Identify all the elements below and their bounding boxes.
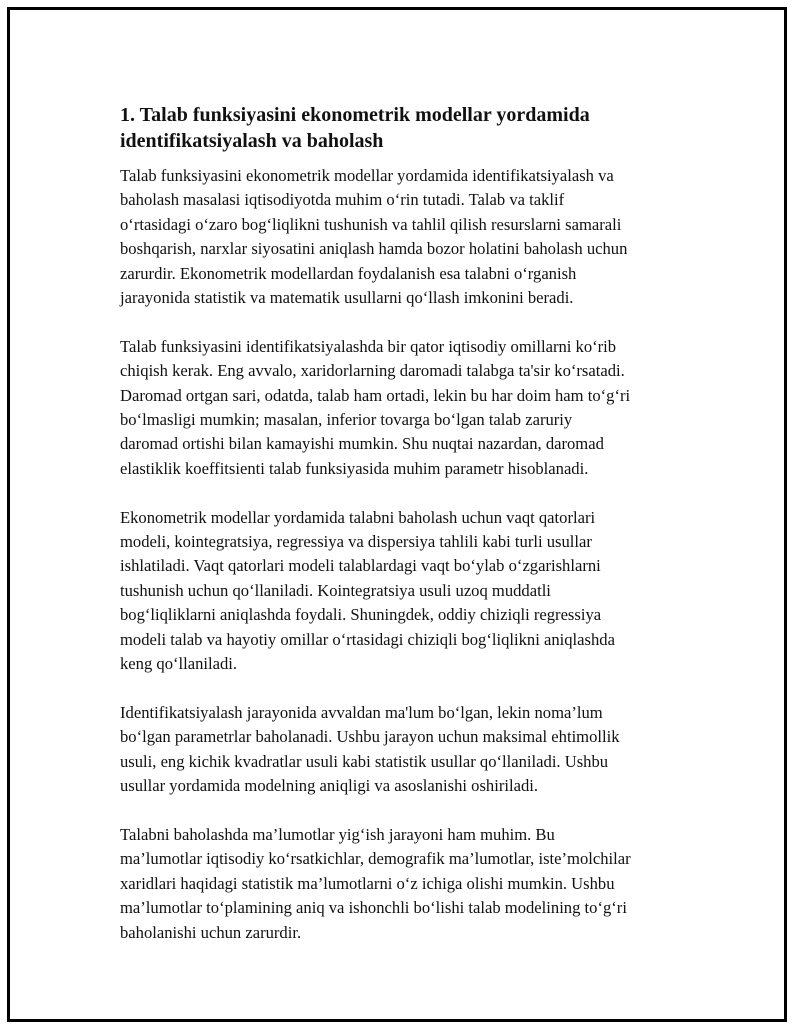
paragraph-2: Talab funksiyasini identifikatsiyalashda bir qator iqtisodiy omillarni ko‘rib chiqish kerak. Eng avvalo, xaridorlarning daromadi talabga ta'sir ko‘rsatadi. Daromad ortgan sari, odatda, talab ham ortadi, lekin bu har doim ham to‘g‘ri bo‘lmasligi mumkin; masalan, inferior tovarga bo‘lgan talab zaruriy daromad ortishi bilan kamayishi mumkin. Shu nuqtai nazardan, daromad elastiklik koeffitsienti talab funksiyasida muhim parametr hisoblanadi. [120,336,631,478]
section-heading: 1. Talab funksiyasini ekonometrik modellar yordamida identifikatsiyalash va baholash [120,104,590,152]
paragraph-3: Ekonometrik modellar yordamida talabni baholash uchun vaqt qatorlari modeli, kointegratsiya, regressiya va dispersiya tahlili kabi turli usullar ishlatiladi. Vaqt qatorlari modeli talablardagi vaqt bo‘ylab o‘zgarishlarni tushunish uchun qo‘llaniladi. Kointegratsiya usuli uzoq muddatli bog‘liqliklarni aniqlashda foydali. Shuningdek, oddiy chiziqli regressiya modeli talab va hayotiy omillar o‘rtasidagi chiziqli bog‘liqlikni aniqlashda keng qo‘llaniladi. [120,507,615,674]
page-frame [7,7,787,1022]
paragraph-1: Talab funksiyasini ekonometrik modellar yordamida identifikatsiyalash va baholash masalasi iqtisodiyotda muhim o‘rin tutadi. Talab va taklif o‘rtasidagi o‘zaro bog‘liqlikni tushunish va tahlil qilish resurslarni samarali boshqarish, narxlar siyosatini aniqlash hamda bozor holatini baholash uchun zarurdir. Ekonometrik modellardan foydalanish esa talabni o‘rganish jarayonida statistik va matematik usullarni qo‘llash imkonini beradi. [120,166,628,308]
paragraph-5: Talabni baholashda ma’lumotlar yig‘ish jarayoni ham muhim. Bu ma’lumotlar iqtisodiy ko‘rsatkichlar, demografik ma’lumotlar, iste’molchilar xaridlari haqidagi statistik ma’lumotlarni o‘z ichiga olishi mumkin. Ushbu ma’lumotlar to‘plamining aniq va ishonchli bo‘lishi talab modelining to‘g‘ri baholanishi uchun zarurdir. [120,824,631,942]
paragraph-4: Identifikatsiyalash jarayonida avvaldan ma'lum bo‘lgan, lekin noma’lum bo‘lgan parametrlar baholanadi. Ushbu jarayon uchun maksimal ehtimollik usuli, eng kichik kvadratlar usuli kabi statistik usullar qo‘llaniladi. Ushbu usullar yordamida modelning aniqligi va asoslanishi oshiriladi. [120,702,620,796]
document-body [120,102,710,969]
